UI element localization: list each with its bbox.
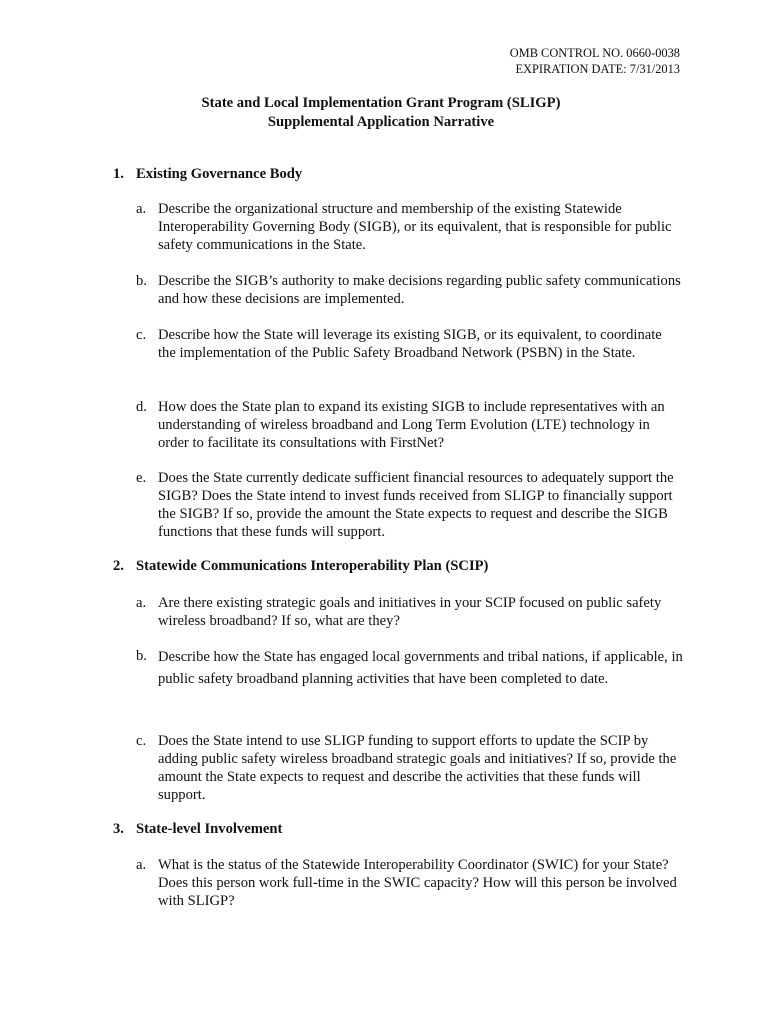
question-letter: d. xyxy=(136,399,147,415)
question-1d xyxy=(136,398,696,452)
section-3-heading xyxy=(113,821,282,838)
question-letter: c. xyxy=(136,733,147,749)
question-1b xyxy=(136,272,696,308)
section-number: 1. xyxy=(113,166,124,182)
title-line-1: State and Local Implementation Grant Program (SLIGP) xyxy=(201,95,561,111)
question-letter: b. xyxy=(136,648,147,664)
question-letter: b. xyxy=(136,273,147,289)
section-title: Statewide Communications Interoperability Plan (SCIP) xyxy=(136,558,489,574)
section-number: 2. xyxy=(113,558,124,574)
question-letter: a. xyxy=(136,857,147,873)
question-letter: a. xyxy=(136,201,147,217)
question-1c xyxy=(136,326,696,362)
question-1e xyxy=(136,469,696,541)
section-number: 3. xyxy=(113,821,124,837)
question-text: Does the State currently dedicate sufficient financial resources to adequately support the SIGB? Does the State intend to invest funds received from SLIGP to financially support the SIGB? If so, provide the amount the State expects to request and describe the SIGB functions that these funds will support. xyxy=(158,470,674,540)
question-text: How does the State plan to expand its existing SIGB to include representatives with an understanding of wireless broadband and Long Term Evolution (LTE) technology in order to facilitate its consultations with FirstNet? xyxy=(158,399,665,451)
section-1-heading xyxy=(113,166,302,183)
question-text: What is the status of the Statewide Interoperability Coordinator (SWIC) for your State? Does this person work full-time in the SWIC capacity? How will this person be involved with SLIGP? xyxy=(158,857,677,909)
question-text: Does the State intend to use SLIGP funding to support efforts to update the SCIP by adding public safety wireless broadband strategic goals and initiatives? If so, provide the amount the State expects to request and describe the activities that these funds will support. xyxy=(158,733,677,803)
question-letter: c. xyxy=(136,327,147,343)
question-text: Describe how the State will leverage its existing SIGB, or its equivalent, to coordinate the implementation of the Public Safety Broadband Network (PSBN) in the State. xyxy=(158,327,662,361)
section-title: State-level Involvement xyxy=(136,821,283,837)
document-title xyxy=(0,94,770,132)
question-text: Describe the SIGB’s authority to make decisions regarding public safety communications and how these decisions are implemented. xyxy=(158,273,681,307)
title-line-2: Supplemental Application Narrative xyxy=(267,114,495,130)
section-title: Existing Governance Body xyxy=(136,166,303,182)
question-2c xyxy=(136,732,696,804)
question-2a xyxy=(136,594,696,630)
question-text: Describe how the State has engaged local governments and tribal nations, if applicable, in public safety broadband planning activities that have been completed to date. xyxy=(158,649,683,687)
omb-control-number: OMB CONTROL NO. 0660-0038 xyxy=(509,46,680,60)
expiration-date: EXPIRATION DATE: 7/31/2013 xyxy=(515,62,680,76)
question-2b xyxy=(136,647,696,690)
question-letter: e. xyxy=(136,470,147,486)
question-text: Describe the organizational structure and membership of the existing Statewide Interoperability Governing Body (SIGB), or its equivalent, that is responsible for public safety communications in the State. xyxy=(158,201,672,253)
question-1a xyxy=(136,200,696,254)
question-text: Are there existing strategic goals and initiatives in your SCIP focused on public safety wireless broadband? If so, what are they? xyxy=(158,595,662,629)
question-letter: a. xyxy=(136,595,147,611)
omb-header xyxy=(420,45,680,77)
section-2-heading xyxy=(113,558,488,575)
question-3a xyxy=(136,856,696,910)
